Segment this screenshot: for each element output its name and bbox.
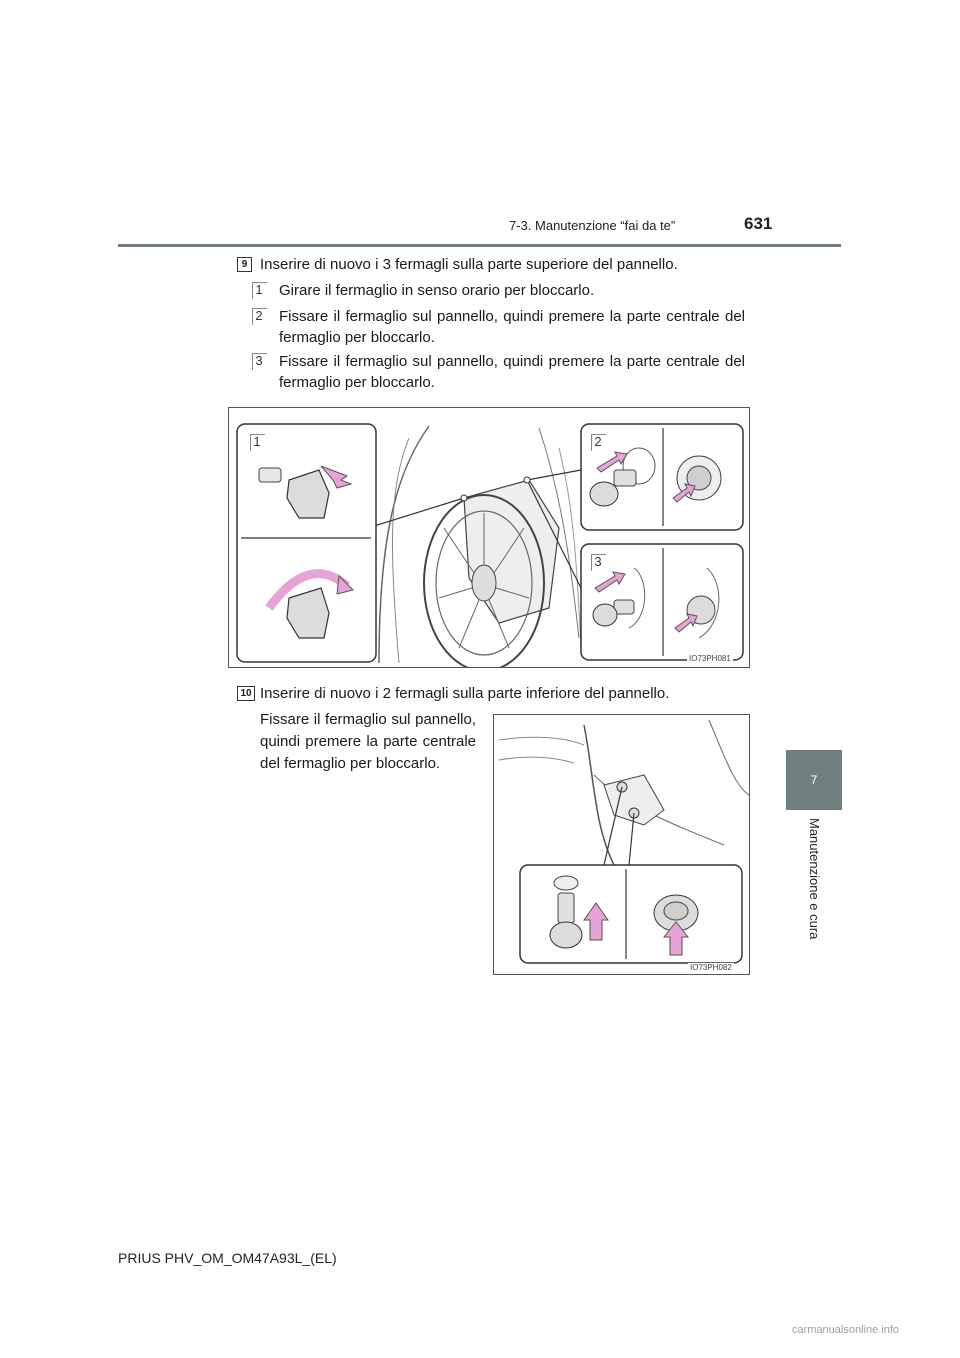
figure-id: IO73PH082 (690, 963, 732, 972)
chapter-tab: 7 (786, 750, 842, 810)
section-title: 7-3. Manutenzione “fai da te” (509, 218, 676, 233)
figure-upper-clips (228, 407, 750, 668)
page-number: 631 (744, 214, 773, 233)
substep-1-text: Girare il fermaglio in senso orario per bloccarlo. (279, 282, 595, 299)
substep-number-2: 2 (252, 308, 266, 324)
figure-lower-clips (493, 714, 750, 975)
step-number-9: 9 (237, 257, 252, 272)
step-10-text: Inserire di nuovo i 2 fermagli sulla parte inferiore del pannello. (260, 685, 670, 702)
figure-lower-clips-illustration (494, 715, 750, 975)
substep-number-3: 3 (252, 353, 266, 369)
document-code: PRIUS PHV_OM_OM47A93L_(EL) (118, 1250, 337, 1266)
figure-callout-2: 2 (591, 434, 605, 450)
substep-3-text: Fissare il fermaglio sul pannello, quindi premere la parte centrale del fermaglio per bloccarlo. (279, 353, 745, 391)
figure-callout-1: 1 (250, 434, 264, 450)
header-rule (118, 244, 841, 247)
figure-upper-clips-illustration (229, 408, 750, 668)
substep-number-1: 1 (252, 282, 266, 298)
step-number-10: 10 (237, 686, 255, 701)
figure-callout-3: 3 (591, 554, 605, 570)
step-10-description: Fissare il fermaglio sul pannello, quindi premere la parte centrale del fermaglio per bloccarlo. (260, 711, 476, 772)
step-9-text: Inserire di nuovo i 3 fermagli sulla parte superiore del pannello. (260, 256, 678, 273)
substep-2-text: Fissare il fermaglio sul pannello, quindi premere la parte centrale del fermaglio per bloccarlo. (279, 308, 745, 346)
chapter-label: Manutenzione e cura (807, 818, 822, 940)
figure-id: IO73PH081 (689, 654, 731, 663)
watermark: carmanualsonline.info (792, 1324, 900, 1336)
